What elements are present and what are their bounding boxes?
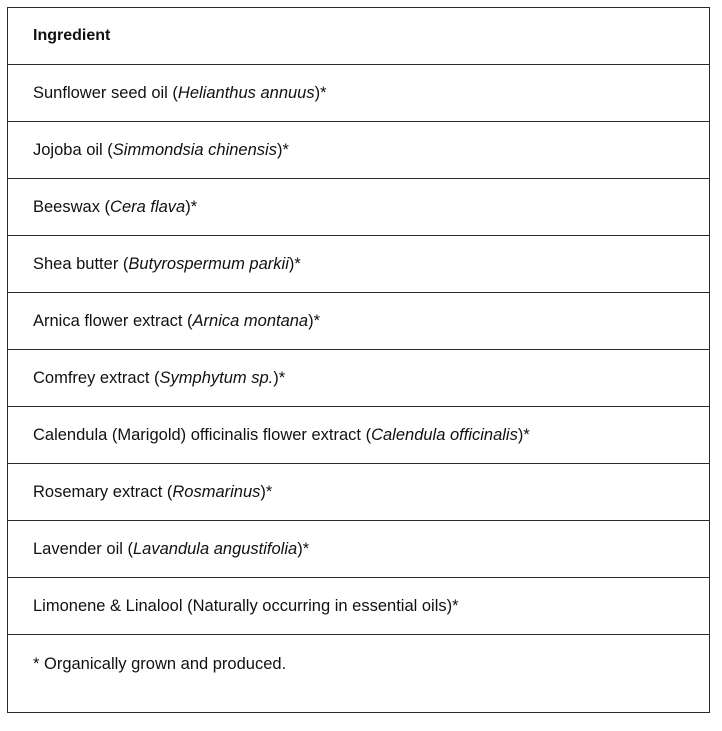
ingredient-cell [8, 65, 710, 122]
ingredient-latin-name: Helianthus annuus [177, 84, 315, 102]
ingredient-common-name: Arnica flower extract ( [33, 312, 193, 330]
ingredient-latin-name: Calendula officinalis [371, 426, 518, 444]
ingredient-suffix: )* [276, 141, 289, 159]
footnote-text: * Organically grown and produced. [8, 635, 710, 713]
ingredient-common-name: Rosemary extract ( [33, 483, 173, 501]
table-row [8, 65, 710, 122]
ingredient-common-name: Comfrey extract ( [33, 369, 160, 387]
ingredient-suffix: )* [314, 84, 327, 102]
ingredient-cell [8, 293, 710, 350]
table-row [8, 122, 710, 179]
ingredient-latin-name: Butyrospermum parkii [128, 255, 289, 273]
ingredient-suffix: )* [273, 369, 286, 387]
table-row [8, 350, 710, 407]
ingredient-common-name: Jojoba oil ( [33, 141, 113, 159]
ingredient-common-name: Calendula (Marigold) officinalis flower extract ( [33, 426, 372, 444]
ingredient-suffix: )* [517, 426, 530, 444]
ingredient-latin-name: Rosmarinus [172, 483, 261, 501]
ingredient-common-name: Shea butter ( [33, 255, 129, 273]
ingredient-cell [8, 407, 710, 464]
ingredient-latin-name: Arnica montana [192, 312, 309, 330]
ingredient-cell [8, 236, 710, 293]
ingredient-suffix: )* [185, 198, 198, 216]
table-row [8, 578, 710, 635]
footnote-row [8, 635, 710, 713]
table-row [8, 521, 710, 578]
ingredient-cell [8, 350, 710, 407]
ingredient-suffix: )* [260, 483, 273, 501]
ingredient-cell [8, 578, 710, 635]
ingredients-table [7, 7, 710, 713]
ingredient-suffix: )* [288, 255, 301, 273]
ingredient-cell [8, 521, 710, 578]
ingredient-cell [8, 464, 710, 521]
table-row [8, 464, 710, 521]
ingredient-common-name: Beeswax ( [33, 198, 111, 216]
table-row [8, 179, 710, 236]
ingredient-cell [8, 179, 710, 236]
column-header-ingredient: Ingredient [8, 8, 710, 65]
table-row [8, 407, 710, 464]
table-row [8, 293, 710, 350]
ingredient-cell [8, 122, 710, 179]
ingredient-suffix: )* [308, 312, 321, 330]
ingredient-latin-name: Lavandula angustifolia [132, 540, 298, 558]
ingredient-common-name: Limonene & Linalool (Naturally occurring in essential oils)* [33, 597, 459, 615]
ingredient-suffix: )* [297, 540, 310, 558]
ingredient-common-name: Sunflower seed oil ( [33, 84, 178, 102]
ingredient-latin-name: Simmondsia chinensis [112, 141, 277, 159]
table-header-row [8, 8, 710, 65]
ingredient-common-name: Lavender oil ( [33, 540, 133, 558]
ingredient-latin-name: Symphytum sp. [159, 369, 274, 387]
table-row [8, 236, 710, 293]
ingredient-latin-name: Cera flava [110, 198, 186, 216]
